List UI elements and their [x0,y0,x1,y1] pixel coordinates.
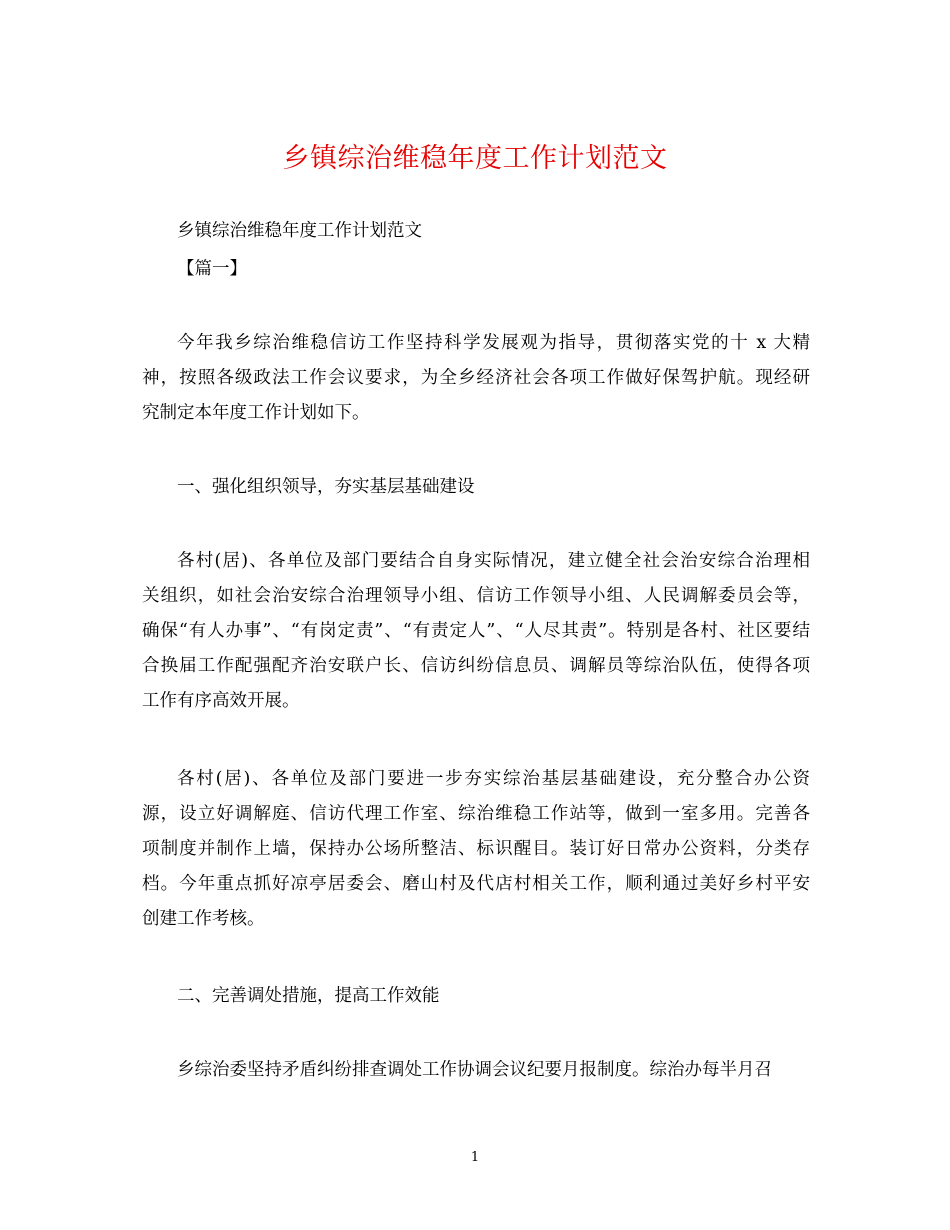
paragraph-2-line-4: 合换届工作配强配齐治安联户长、信访纠纷信息员、调解员等综治队伍，使得各项 [142,656,810,676]
paragraph-1-line-2: 神，按照各级政法工作会议要求，为全乡经济社会各项工作做好保驾护航。现经研 [142,368,810,388]
paragraph-1-line-3: 究制定本年度工作计划如下。 [142,403,370,423]
paragraph-3-line-5: 创建工作考核。 [142,909,265,929]
section-mark: 【篇一】 [177,259,247,279]
document-title: 乡镇综治维稳年度工作计划范文 [282,143,668,174]
page-number: 1 [470,1150,480,1165]
paragraph-2-line-5: 工作有序高效开展。 [142,691,300,711]
paragraph-3-line-3: 项制度并制作上墙，保持办公场所整洁、标识醒目。装订好日常办公资料，分类存 [142,839,810,859]
paragraph-2-line-2: 关组织，如社会治安综合治理领导小组、信访工作领导小组、人民调解委员会等， [142,586,810,606]
paragraph-3-line-4: 档。今年重点抓好凉亭居委会、磨山村及代店村相关工作，顺利通过美好乡村平安 [142,874,810,894]
paragraph-4-line-1: 乡综治委坚持矛盾纠纷排查调处工作协调会议纪要月报制度。综治办每半月召 [177,1060,772,1080]
document-subtitle: 乡镇综治维稳年度工作计划范文 [177,221,422,241]
section-heading-1: 一、强化组织领导，夯实基层基础建设 [177,477,475,497]
paragraph-1-line-1: 今年我乡综治维稳信访工作坚持科学发展观为指导，贯彻落实党的十 x 大精 [177,333,810,353]
section-heading-2: 二、完善调处措施，提高工作效能 [177,986,440,1006]
paragraph-3-line-2: 源，设立好调解庭、信访代理工作室、综治维稳工作站等，做到一室多用。完善各 [142,804,810,824]
paragraph-2-line-1: 各村(居)、各单位及部门要结合自身实际情况，建立健全社会治安综合治理相 [177,551,810,571]
paragraph-3-line-1: 各村(居)、各单位及部门要进一步夯实综治基层基础建设，充分整合办公资 [177,769,810,789]
paragraph-2-line-3: 确保“有人办事”、“有岗定责”、“有责定人”、“人尽其责”。特别是各村、社区要结 [142,621,810,641]
